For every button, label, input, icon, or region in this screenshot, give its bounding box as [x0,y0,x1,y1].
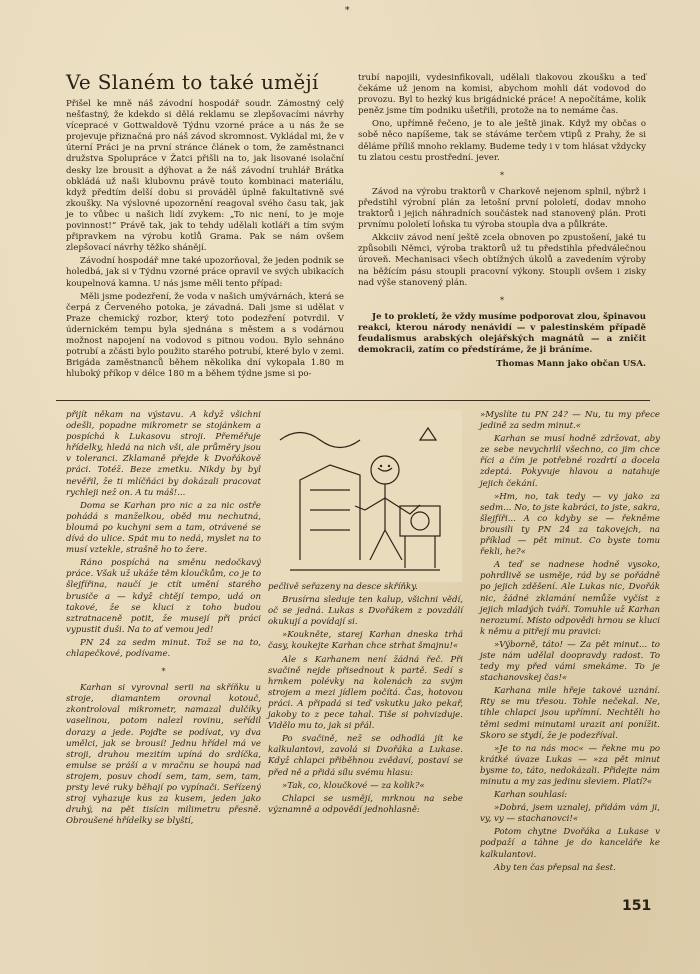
story-paragraph: přijít někam na výstavu. A když všichni odešli, popadne mikrometr se stojánkem a pospíchá k Lukasovu stroji. Přeměřuje hřídelky, hledá na nich vši, ale průměry jsou v toleranci. Zklamaně přejde k Dvořákově práci. Totéž. Beze zmetku. Nikdy by byl nevěřil, že ti mlíčňáci by dokázali pracovat rychleji než on. A tu máš!... [66,410,261,498]
workshop-illustration [270,410,462,582]
story-paragraph: Doma se Karhan pro nic a za nic ostře pohádá s manželkou, oběd mu nechutná, bloumá po kuchyni sem a tam, otrávené se dívá do ulice. Spát mu to nedá, myslet na to musí vztekle, strašně ho to žere. [66,500,261,556]
news-paragraph: Akkciiv závod není ještě zcela obnoven po zpustošení, jaké tu způsobili Němci, výroba traktorů už tu předstihla předválečnou úroveň. Mechanisaci všech obtížných úkolů a zavedením výroby na běžícím pásu stoupli pracovní výkony. Stoupli ovšem i zisky nad výše stanovený plán. [358,233,646,288]
story-paragraph: »Dobrá, jsem uznalej, přidám vám ji, vy, vy — stachanovci!« [480,803,660,825]
page-number: 151 [622,898,652,914]
quote-author: Thomas Mann jako občan USA. [496,359,646,370]
story-paragraph: »Tak, co, kloučkové — za kolik?« [282,780,425,791]
story-paragraph: »Myslíte tu PN 24? — Nu, tu my přece jedině za sedm minut.« [480,410,660,432]
article-paragraph: trubí napojili, vydesinfikovali, udělali tlakovou zkoušku a teď čekáme už jenom na komisi, abychom mohli dát vodovod do provozu. Byl to hezký kus brigádnické práce! A nepočítáme, kolik peněz jsme tím podniku ušetřili, protože na to nemáme čas. [358,73,646,117]
story-paragraph: Po svačině, než se odhodlá jít ke kalkulantovi, zavolá si Dvořáka a Lukase. Když chlapci přiběhnou zvědaví, postaví se před ně a přidá sílu svému hlasu: [268,734,463,778]
story-paragraph: Potom chytne Dvořáka a Lukase v podpaží a táhne je do kanceláře ke kalkulantovi. [480,827,660,860]
story-paragraph: A teď se nadnese hodně vysoko, pohrdlivě se usměje, rád by se pořádně po jejich zděšení. Ale Lukas nic, Dvořák nic, žádné zklamání nemůže vyčíst z jejich mladých tváří. Tomuhle už Karhan nerozumí. Místo odpovědi hrnou se kluci k němu a pitřejí mu pravici: [480,560,660,637]
story-paragraph: Karhan se musí hodně zdržovat, aby ze sebe nevychrlil všechno, co jim chce říci a čím je potřebné rozdrtí a docela zdeptá. Pokyvuje hlavou a natahuje jejich čekání. [480,434,660,489]
story-paragraph: Brusírna sleduje ten kalup, všichni vědí, oč se jedná. Lukas s Dvořákem z povzdálí okukují a povídají si. [268,595,463,628]
news-paragraph: Závod na výrobu traktorů v Charkově nejenom splnil, nýbrž i předstihl výrobní plán za letošní první pololetí, dodav mnoho traktorů i jejich náhradních součástek nad stanovený plán. Proti prvnímu pololetí loňska tu výroba stoupla dva a půlkráte. [358,186,646,231]
story-separator: * [161,667,166,677]
story-paragraph: pečlivě seřazeny na desce skříňky. [268,582,418,592]
story-paragraph: Chlapci se usmějí, mrknou na sebe významně a odpovědí jednohlasně: [268,793,463,815]
story-paragraph: PN 24 za sedm minut. Tož se na to, chlapečkové, podívame. [66,637,261,659]
story-paragraph: Ale s Karhanem není žádná řeč. Při svačině nejde přisednout k partě. Sedí s hrnkem polévky na kolenách za svým strojem a mezi jídlem počítá. Čas, hotovou práci. A připadá si teď vskutku jako pekař, jakoby to z pece tahal. Tiše si pohvizduje. Vidělo mu to, jak si přál. [268,654,463,732]
story-paragraph: »Výborně, táto! — Za pět minut... to jste nám udělal doopravdy radost. To tedy my před vámi smekáme. To je stachanovskej čas!« [480,639,660,684]
quote-text: Je to prokletí, že vždy musíme podporovat zlou, špinavou reakci, kterou národy nenávidí — v palestinském případě feudalismus arabských olejářských magnátů — a zničit demokracii, zatím co předstíráme, že ji bráníme. [358,311,646,356]
article-left-column [66,99,344,382]
story-paragraph: »Koukněte, starej Karhan dneska trhá časy, koukejte Karhan chce strhat šmajnu!« [268,630,463,652]
section-separator: * [500,170,504,180]
story-paragraph: Karhana mile hřeje takové uznání. Rty se mu třesou. Tohle nečekal. Ne, tihle chlapci jsou upřímní. Nechtěli ho těmi sedmi minutami urazit ani ponížit. Skoro se stydí, že je podezříval. [480,686,660,741]
article-paragraph: Závodní hospodář mne také upozorňoval, že jeden podnik se holedbá, jak si v Týdnu vzorné práce opravil ve svých ubikacích koupelnová kamna. U nás jsme měli tento případ: [66,256,344,289]
story-column-1 [66,410,261,829]
story-paragraph: »Hm, no, tak tedy — vy jako za sedm... No, to jste kabráci, to jste, sakra, šlejfíři... A co kdyby se — řekněme brousili ty PN 24 za takovejch, na příklad — pět minut. Co byste tomu řekli, he?« [480,491,660,558]
story-column-2 [268,582,463,818]
horizontal-divider [56,400,650,401]
story-paragraph: Ráno pospíchá na směnu nedočkavý práce. Však už ukáže těm kloučkům, co je to šlejfířina, naučí je ctít umění starého brusiče a — když chtějí tempo, udá on takové, že se kluci z toho budou sztratnaceně potit, že musejí při práci vypustit duši. Na to ať vemou jed! [66,558,261,635]
story-paragraph: »Je to na nás moc« — řekne mu po krátké úvaze Lukas — »za pět minut bysme to, táto, nedokázali. Přidejte nám minutu a my zas jedinu sleviem. Platí?« [480,743,660,787]
story-paragraph: Karhan souhlasí: [494,790,568,801]
story-column-3 [480,410,660,876]
story-paragraph: Karhan si vyrovnal serii na skříňku u stroje, diamantem orovnal kotouč, zkontroloval mikrometr, namazal dulčíky vaselinou, potom nalezl rovinu, seřídil dorazy a jede. Pojďte se podívat, vy dva umělci, jak se brousí! Jednu hřídel má ve stroji, druhou mezitím upíná do srdíčka, emulse se práší a v mračnu se houpá nad strojem, posuv chodí sem, tam, sem, tam, prsty levé ruky běhají po vypínači. Seřízený stroj vyhazuje kus za kusem, jeden jako druhý, na pět tisícin milimetru přesně. Obroušené hřídelky se blyští, [66,683,261,827]
top-ornament: * [345,6,350,16]
story-paragraph: Aby ten čas přepsal na šest. [494,862,616,873]
article-paragraph: Měli jsme podezření, že voda v našich umývárnách, která se čerpá z Červeného potoka, je závadná. Dali jsme si udělat v Praze chemický rozbor, který toto podezření potvrdil. V údernickém tempu byla sjednána s městem a s vodárnou možnost napojení na vodovod s pitnou vodou. Bylo sehnáno potrubí a zčásti bylo použito starého potrubí, které bylo v zemi. Brigáda zaměstnanců během několika dní vykopala 1.80 m hluboký příkop v délce 180 m a během týdne jsme si po- [66,291,344,380]
article-right-column [358,73,646,370]
article-paragraph: Ono, upřímně řečeno, je to ale ještě jinak. Když my občas o sobě něco napíšeme, tak se stáváme terčem vtipů z Prahy, že si děláme příliš mnoho reklamy. Budeme tedy i v tom hlásat vždycky tu zlatou cestu prostřední. jever. [358,119,646,163]
section-separator-2: * [500,295,504,305]
article-paragraph: Přišel ke mně náš závodní hospodář soudr. Zámostný celý nešťastný, že kdekdo si dělá reklamu se zlepšovacími návrhy vícepracé v Gottwaldově Týdnu vzorné práce a u nás že se projevuje přiznačná pro náš závod skromnost. Vykládal mi, že v úterní Práci je na první stránce článek o tom, že zaměstnanci družstva Spolupráce v Žatci přišli na to, jak lisované isolační desky lze brousit a dýhovat a že náš závodní truhlář Brátka obkládá už naši klubovnu právě touto kombinaci materiálu, když předtím delší dobu si prováděl úplně fakultativně své zkoušky. Na výslovné upozornění reagoval svého času tak, jak je to vůbec u našich lidí zvykem: „To nic není, to je moje povinnost!“ Právě tak, jak to tehdy udělali kotláři a tím svým připravkem na výrobu kotlů Grama. Pak se nám ovšem zlepšovací návrhy těžko shánějí. [66,99,344,254]
article-title: Ve Slaném to také umějí [66,70,319,94]
